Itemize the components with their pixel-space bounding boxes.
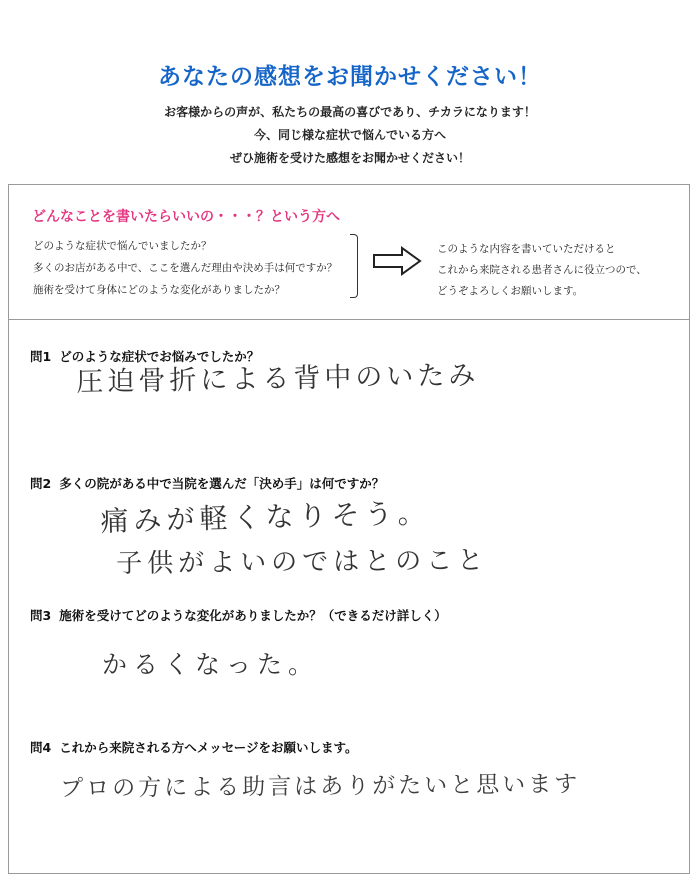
question-2 [30, 474, 384, 492]
question-4 [30, 738, 357, 756]
handwritten-answer-2-line-1: 痛みが軽くなりそう。 [100, 496, 431, 538]
guide-note-line: これから来院される患者さんに役立つので、 [437, 264, 647, 276]
question-text: どのような症状でお悩みでしたか？ [59, 349, 260, 364]
question-text: 施術を受けてどのような変化がありましたか？（できるだけ詳しく） [59, 608, 447, 623]
question-text: 多くの院がある中で当院を選んだ「決め手」は何ですか？ [59, 476, 385, 491]
right-arrow-icon [372, 246, 422, 276]
handwritten-answer-1: 圧迫骨折による背中のいたみ [76, 359, 480, 398]
question-number: 問1 [30, 349, 52, 364]
intro-line-3: ぜひ施術を受けた感想をお聞かせください！ [229, 151, 470, 165]
page-title: あなたの感想をお聞かせください！ [158, 64, 542, 90]
guide-note-line: どうぞよろしくお願いします。 [437, 285, 584, 297]
question-3 [30, 606, 447, 624]
guide-item: 施術を受けて身体にどのような変化がありましたか？ [33, 284, 285, 296]
handwritten-answer-4: プロの方による助言はありがたいと思います [60, 771, 581, 802]
question-number: 問4 [30, 740, 52, 755]
guide-item: 多くのお店がある中で、ここを選んだ理由や決め手は何ですか？ [33, 262, 338, 274]
guide-item: どのような症状で悩んでいましたか？ [33, 240, 212, 252]
question-number: 問3 [30, 608, 52, 623]
handwritten-answer-2-line-2: 子供がよいのではとのこと [116, 545, 489, 579]
intro-line-2: 今、同じ様な症状で悩んでいる方へ [253, 128, 446, 142]
guide-bracket [350, 234, 358, 298]
guide-heading: どんなことを書いたらいいの・・・？という方へ [32, 209, 340, 225]
section-divider [8, 319, 690, 320]
question-text: これから来院される方へメッセージをお願いします。 [59, 740, 358, 755]
question-number: 問2 [30, 476, 52, 491]
intro-line-1: お客様からの声が、私たちの最高の喜びであり、チカラになります！ [164, 105, 536, 119]
guide-note-line: このような内容を書いていただけると [437, 243, 616, 255]
handwritten-answer-3: かるくなった。 [102, 650, 320, 679]
